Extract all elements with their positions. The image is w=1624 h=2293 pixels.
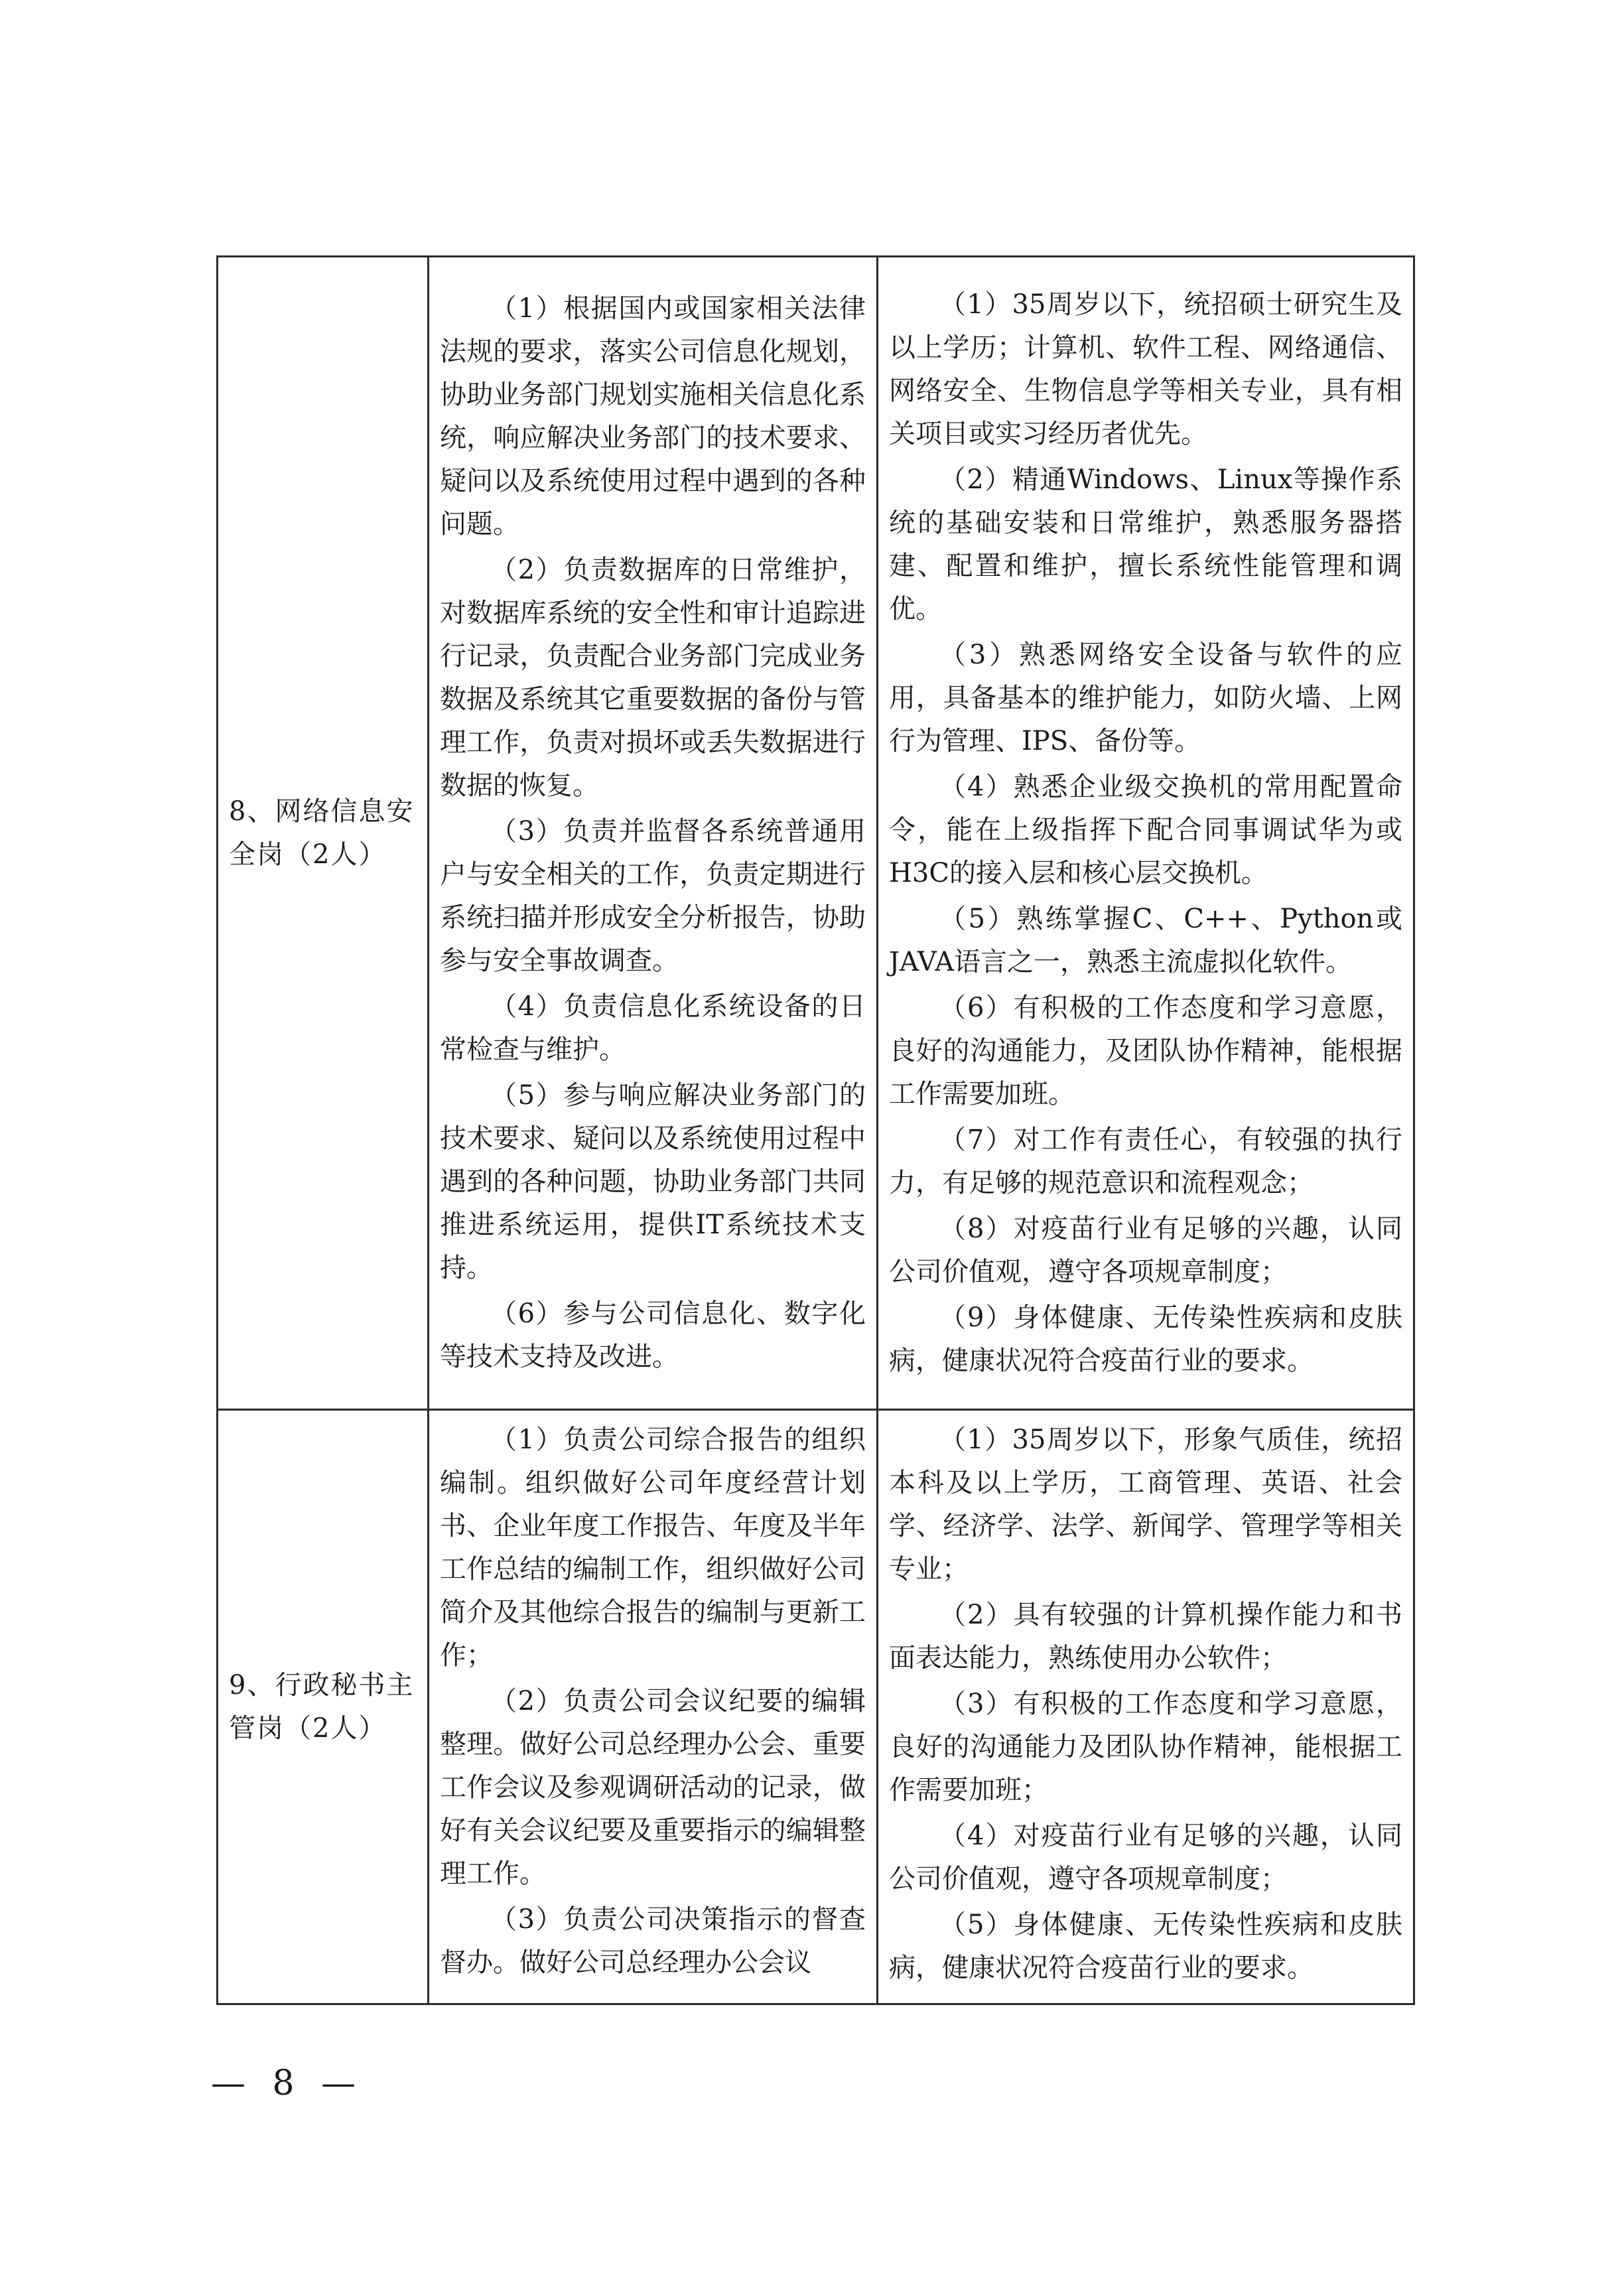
duty-item: （2）负责数据库的日常维护，对数据库系统的安全性和审计追踪进行记录，负责配合业务部门完成业务数据及系统其它重要数据的备份与管理工作，负责对损坏或丢失数据进行数据的恢复。 <box>440 555 866 801</box>
page-number: 8 <box>272 2063 303 2103</box>
table-row <box>218 1410 1414 2004</box>
requirement-item: （6）有积极的工作态度和学习意愿，良好的沟通能力，及团队协作精神，能根据工作需要加班。 <box>889 993 1402 1109</box>
duty-item: （1）负责公司综合报告的组织编制。组织做好公司年度经营计划书、企业年度工作报告、年度及半年工作总结的编制工作，组织做好公司简介及其他综合报告的编制与更新工作； <box>440 1424 866 1671</box>
requirement-item: （4）熟悉企业级交换机的常用配置命令，能在上级指挥下配合同事调试华为或H3C的接入层和核心层交换机。 <box>889 772 1402 888</box>
requirement-item: （8）对疫苗行业有足够的兴趣，认同公司价值观，遵守各项规章制度； <box>889 1214 1402 1287</box>
post-name-cell <box>218 1410 429 2004</box>
duties-cell <box>429 1410 878 2004</box>
duty-item: （2）负责公司会议纪要的编辑整理。做好公司总经理办公会、重要工作会议及参观调研活动的记录，做好有关会议纪要及重要指示的编辑整理工作。 <box>440 1686 866 1889</box>
duty-item: （3）负责公司决策指示的督查督办。做好公司总经理办公会议 <box>440 1904 866 1978</box>
page-footer <box>211 2057 364 2110</box>
requirement-item: （3）有积极的工作态度和学习意愿，良好的沟通能力及团队协作精神，能根据工作需要加班； <box>889 1689 1402 1805</box>
post-name: 9、行政秘书主管岗（2人） <box>229 1669 415 1744</box>
post-name: 8、网络信息安全岗（2人） <box>229 796 415 870</box>
duty-item: （1）根据国内或国家相关法律法规的要求，落实公司信息化规划，协助业务部门规划实施相关信息化系统，响应解决业务部门的技术要求、疑问以及系统使用过程中遇到的各种问题。 <box>440 293 866 539</box>
requirement-item: （9）身体健康、无传染性疾病和皮肤病，健康状况符合疫苗行业的要求。 <box>889 1302 1402 1376</box>
requirement-item: （5）熟练掌握C、C++、Python或JAVA语言之一，熟悉主流虚拟化软件。 <box>889 904 1402 977</box>
requirement-item: （1）35周岁以下，统招硕士研究生及以上学历；计算机、软件工程、网络通信、网络安全、生物信息学等相关专业，具有相关项目或实习经历者优先。 <box>889 289 1402 449</box>
footer-dash-right: — <box>321 2063 364 2103</box>
requirement-item: （1）35周岁以下，形象气质佳，统招本科及以上学历，工商管理、英语、社会学、经济学、法学、新闻学、管理学等相关专业； <box>889 1424 1402 1584</box>
requirement-item: （2）具有较强的计算机操作能力和书面表达能力，熟练使用办公软件； <box>889 1600 1402 1673</box>
requirement-item: （7）对工作有责任心，有较强的执行力，有足够的规范意识和流程观念； <box>889 1125 1402 1198</box>
job-requirements-table <box>216 255 1415 2005</box>
duty-item: （5）参与响应解决业务部门的技术要求、疑问以及系统使用过程中遇到的各种问题，协助业务部门共同推进系统运用，提供IT系统技术支持。 <box>440 1080 866 1283</box>
post-name-cell <box>218 257 429 1410</box>
footer-dash-left: — <box>211 2063 253 2103</box>
duty-item: （3）负责并监督各系统普通用户与安全相关的工作，负责定期进行系统扫描并形成安全分析报告，协助参与安全事故调查。 <box>440 816 866 976</box>
duty-item: （6）参与公司信息化、数字化等技术支持及改进。 <box>440 1298 866 1372</box>
table-row <box>218 257 1414 1410</box>
requirements-cell <box>878 257 1414 1410</box>
requirements-cell <box>878 1410 1414 2004</box>
requirement-item: （4）对疫苗行业有足够的兴趣，认同公司价值观，遵守各项规章制度； <box>889 1821 1402 1894</box>
requirement-item: （2）精通Windows、Linux等操作系统的基础安装和日常维护，熟悉服务器搭建、配置和维护，擅长系统性能管理和调优。 <box>889 464 1402 624</box>
duties-cell <box>429 257 878 1410</box>
requirement-item: （3）熟悉网络安全设备与软件的应用，具备基本的维护能力，如防火墙、上网行为管理、IPS、备份等。 <box>889 640 1402 756</box>
requirement-item: （5）身体健康、无传染性疾病和皮肤病，健康状况符合疫苗行业的要求。 <box>889 1910 1402 1983</box>
duty-item: （4）负责信息化系统设备的日常检查与维护。 <box>440 991 866 1065</box>
